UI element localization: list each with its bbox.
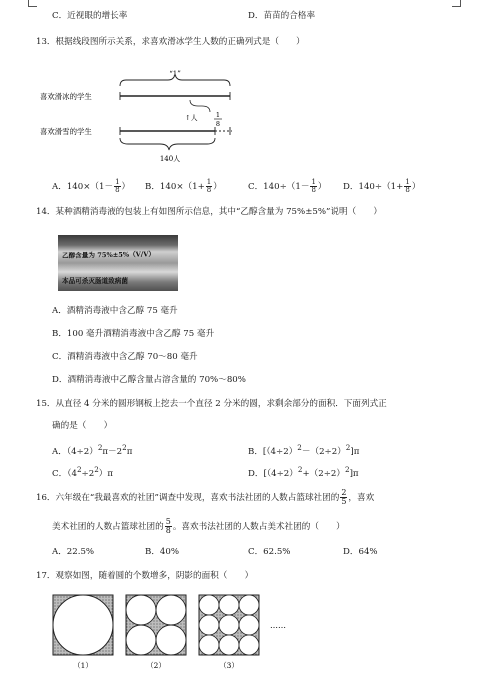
q13-frac-num: 1	[215, 111, 221, 119]
q16-option-c[interactable]: C．62.5%	[248, 547, 291, 557]
q14-option-c[interactable]: C．酒精消毒液中含乙醇 70～80 毫升	[52, 352, 198, 362]
q13-row2-label: 喜欢滑雪的学生	[40, 127, 92, 136]
q13-top-brace	[120, 74, 230, 86]
q16-option-a[interactable]: A．22.5%	[52, 547, 95, 557]
q14-label-line2: 本品可杀灭肠道致病菌	[62, 277, 128, 285]
q16-stem-line1: 16．六年级在“我最喜欢的社团”调查中发现，喜欢书法社团的人数占篮球社团的 $\frac{2}{5}$ ，喜欢	[36, 488, 375, 506]
q17-caption-2: （2）	[146, 661, 166, 670]
q17-ellipsis: ……	[270, 621, 286, 630]
q17-circles-figure	[48, 590, 298, 672]
q14-option-a[interactable]: A．酒精消毒液中含乙醇 75 毫升	[52, 306, 178, 316]
q15-stem-line2: 确的是（ ）	[52, 421, 113, 431]
q14-option-d[interactable]: D．酒精消毒液中乙醇含量占溶含量的 70%～80%	[52, 375, 246, 385]
q16-stem-line2: 美术社团的人数占篮球社团的 $\frac{5}{8}$ 。喜欢书法社团的人数占美术社团的（ ）	[52, 517, 345, 535]
q17-figure-2	[126, 595, 186, 655]
q16-option-b[interactable]: B．40%	[145, 547, 180, 557]
q13-line-diagram	[40, 66, 250, 166]
q15-option-b[interactable]: B．$[(4\div 2)^2-(2\div 2)^2]\pi$	[248, 443, 360, 457]
q13-option-a[interactable]: A．140×（1－ $\frac{1}{8}$ ）	[52, 178, 131, 194]
q13-option-d[interactable]: D．140÷（1+ $\frac{1}{8}$ ）	[343, 178, 421, 194]
q17-figure-1	[53, 595, 113, 655]
q15-option-d[interactable]: D．$[(4\div 2)^2+(2\div 2)^2]\pi$	[248, 465, 359, 479]
option-c-prev: C．近视眼的增长率	[52, 11, 128, 21]
q15-stem-line1: 15．从直径 4 分米的圆形钢板上挖去一个直径 2 分米的圆，求剩余部分的面积．下面列式正	[36, 399, 387, 409]
q13-bottom-brace	[120, 138, 215, 150]
q13-total-label: 140人	[159, 155, 181, 163]
q17-figure-3	[199, 595, 259, 655]
q15-option-a[interactable]: A．$(4\div 2)^2\pi-2^2\pi$	[52, 443, 133, 457]
q13-option-b[interactable]: B．140×（1+ $\frac{1}{8}$ ）	[145, 178, 222, 194]
crop-mark-top-left	[28, 0, 37, 7]
q17-caption-1: （1）	[73, 661, 93, 670]
q14-label-line1: 乙醇含量为 75%±5%（V/V）	[62, 250, 155, 260]
option-d-prev: D．苗苗的合格率	[248, 11, 316, 21]
q16-option-d[interactable]: D．64%	[343, 547, 378, 557]
q13-quote-label: “1”	[169, 70, 181, 78]
crop-mark-top-right	[452, 0, 461, 7]
q13-stem: 13．根据线段图所示关系，求喜欢滑冰学生人数的正确列式是（ ）	[36, 37, 305, 47]
q17-stem: 17．观察如图，随着圆的个数增多，阴影的面积（ ）	[36, 571, 254, 581]
q14-stem: 14．某种酒精消毒液的包装上有如图所示信息，其中“乙醇含量为 75%±5%”说明（ ）	[36, 207, 382, 217]
q15-option-c[interactable]: C．$(4^2\div 2^2)\pi$	[52, 465, 114, 479]
q13-frac-den: 8	[215, 120, 221, 128]
q13-small-brace	[190, 100, 210, 112]
q14-option-b[interactable]: B．100 毫升酒精消毒液中含乙醇 75 毫升	[52, 329, 215, 339]
q13-option-c[interactable]: C．140÷（1－ $\frac{1}{8}$ ）	[248, 178, 327, 194]
q13-row1-label: 喜欢滑冰的学生	[40, 92, 92, 101]
q14-product-label-photo	[58, 235, 178, 291]
q13-more-label: ↑人	[185, 114, 198, 122]
q17-caption-3: （3）	[219, 661, 239, 670]
